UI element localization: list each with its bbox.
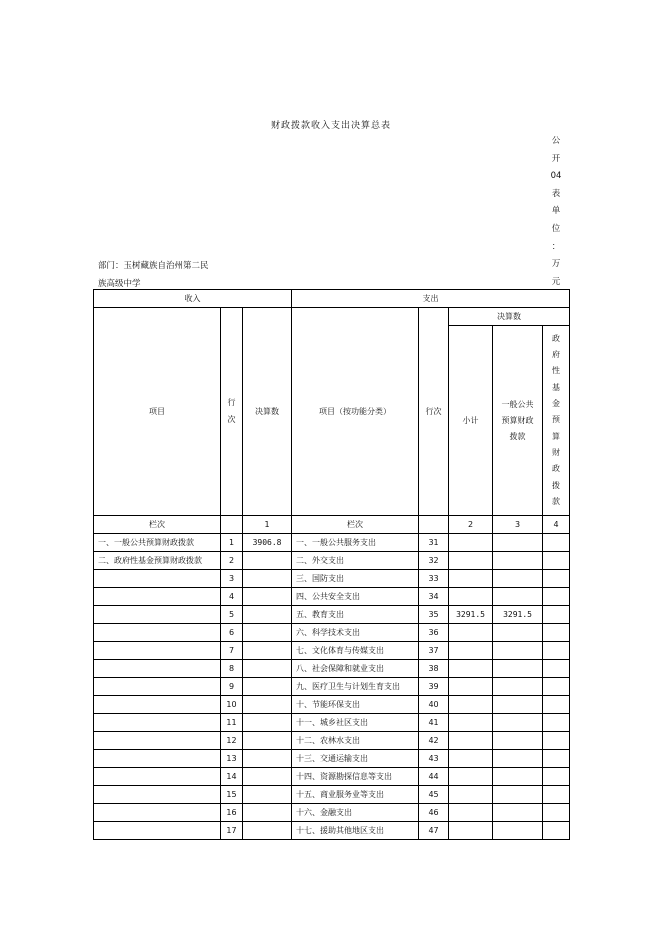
expense-item-cell: 四、公共安全支出: [292, 588, 419, 606]
income-row-no-cell: 15: [221, 786, 243, 804]
subtotal-cell: [449, 552, 493, 570]
table-row: [94, 732, 570, 750]
expense-item-cell: 八、社会保障和就业支出: [292, 660, 419, 678]
income-row-no-cell: 16: [221, 804, 243, 822]
expense-item-cell: 十一、城乡社区支出: [292, 714, 419, 732]
expense-row-no-cell: 33: [419, 570, 449, 588]
income-amount-cell: [243, 714, 292, 732]
expense-row-no-cell: 43: [419, 750, 449, 768]
income-item-cell: 二、政府性基金预算财政拨款: [94, 552, 221, 570]
expense-row-no-cell: 32: [419, 552, 449, 570]
income-item-cell: [94, 606, 221, 624]
expense-header: 支出: [292, 290, 570, 308]
income-header: 收入: [94, 290, 292, 308]
gov-fund-cell: [543, 786, 570, 804]
general-budget-cell: [493, 714, 543, 732]
expense-row-no-cell: 38: [419, 660, 449, 678]
gov-fund-cell: [543, 570, 570, 588]
table-row: [94, 750, 570, 768]
table-row: [94, 624, 570, 642]
subtotal-cell: [449, 822, 493, 840]
public-form-unit-label: [548, 133, 564, 291]
subtotal-cell: [449, 660, 493, 678]
subtotal-cell: [449, 786, 493, 804]
gov-fund-cell: [543, 642, 570, 660]
subtotal-cell: 3291.5: [449, 606, 493, 624]
income-item-cell: [94, 642, 221, 660]
gov-fund-cell: [543, 606, 570, 624]
income-row-no-cell: 6: [221, 624, 243, 642]
income-amount-cell: [243, 588, 292, 606]
general-budget-cell: [493, 732, 543, 750]
income-row-no-cell: 14: [221, 768, 243, 786]
expense-item-cell: 十六、金融支出: [292, 804, 419, 822]
expense-row-no-cell: 31: [419, 534, 449, 552]
side-label-char: 开: [551, 153, 561, 164]
subtotal-cell: [449, 624, 493, 642]
income-row-no-cell: 3: [221, 570, 243, 588]
table-row: [94, 768, 570, 786]
gov-fund-cell: [543, 696, 570, 714]
subtotal-cell: [449, 696, 493, 714]
income-row-no-cell: 5: [221, 606, 243, 624]
budget-summary-table: [93, 289, 570, 840]
income-amount-cell: 3906.8: [243, 534, 292, 552]
income-amount-cell: [243, 606, 292, 624]
income-row-no-cell: 8: [221, 660, 243, 678]
general-budget-cell: [493, 660, 543, 678]
income-amount-cell: [243, 822, 292, 840]
side-label-char: 元: [551, 276, 561, 287]
table-row: [94, 714, 570, 732]
expense-item-cell: 九、医疗卫生与计划生育支出: [292, 678, 419, 696]
department-line-1: 部门：玉树藏族自治州第二民: [98, 261, 209, 271]
table-row: [94, 678, 570, 696]
income-item-cell: [94, 696, 221, 714]
column-no-4: 4: [543, 516, 570, 534]
general-budget-cell: [493, 552, 543, 570]
general-budget-cell: [493, 642, 543, 660]
expense-row-no-cell: 42: [419, 732, 449, 750]
table-row: [94, 606, 570, 624]
side-label-char: 04: [550, 171, 562, 182]
subtotal-cell: [449, 804, 493, 822]
gov-fund-header: 政 府 性 基 金 预 算 财 政 拨 款: [543, 326, 570, 516]
income-row-no-cell: 13: [221, 750, 243, 768]
gov-fund-cell: [543, 624, 570, 642]
income-amount-cell: [243, 660, 292, 678]
income-item-cell: [94, 624, 221, 642]
subtotal-cell: [449, 588, 493, 606]
income-amount-cell: [243, 786, 292, 804]
income-amount-cell: [243, 552, 292, 570]
column-label-left: 栏次: [94, 516, 221, 534]
income-row-no-cell: 2: [221, 552, 243, 570]
budget-group-header: 决算数: [449, 308, 570, 326]
table-row: [94, 570, 570, 588]
table-row: [94, 804, 570, 822]
row-no-header: 行 次: [221, 308, 243, 516]
income-amount-cell: [243, 732, 292, 750]
side-label-char: ：: [551, 241, 561, 252]
expense-item-cell: 十二、农林水支出: [292, 732, 419, 750]
gov-fund-cell: [543, 660, 570, 678]
expense-item-cell: 六、科学技术支出: [292, 624, 419, 642]
income-row-no-cell: 10: [221, 696, 243, 714]
table-row: [94, 822, 570, 840]
subtotal-cell: [449, 714, 493, 732]
expense-item-cell: 十五、商业服务业等支出: [292, 786, 419, 804]
income-item-cell: [94, 804, 221, 822]
income-amount-cell: [243, 678, 292, 696]
side-label-char: 表: [551, 188, 561, 199]
income-item-cell: [94, 570, 221, 588]
subtotal-cell: [449, 534, 493, 552]
gov-fund-cell: [543, 822, 570, 840]
gov-fund-cell: [543, 588, 570, 606]
income-item-cell: [94, 714, 221, 732]
general-budget-header: 一般公共 预算财政 拨款: [493, 326, 543, 516]
general-budget-cell: 3291.5: [493, 606, 543, 624]
income-row-no-cell: 4: [221, 588, 243, 606]
general-budget-cell: [493, 822, 543, 840]
income-row-no-cell: 1: [221, 534, 243, 552]
subtotal-cell: [449, 750, 493, 768]
expense-row-no-cell: 36: [419, 624, 449, 642]
income-item-cell: 一、一般公共预算财政拨款: [94, 534, 221, 552]
gov-fund-cell: [543, 714, 570, 732]
expense-row-no-cell: 34: [419, 588, 449, 606]
expense-row-no-cell: 41: [419, 714, 449, 732]
income-item-cell: [94, 588, 221, 606]
general-budget-cell: [493, 588, 543, 606]
general-budget-cell: [493, 750, 543, 768]
expense-row-no-cell: 44: [419, 768, 449, 786]
table-row: [94, 534, 570, 552]
income-item-cell: [94, 768, 221, 786]
income-amount-cell: [243, 570, 292, 588]
income-item-cell: [94, 678, 221, 696]
item-by-function-header: 项目（按功能分类）: [292, 308, 419, 516]
table-row: [94, 660, 570, 678]
expense-row-no-cell: 39: [419, 678, 449, 696]
expense-row-no-cell: 46: [419, 804, 449, 822]
gov-fund-cell: [543, 534, 570, 552]
income-row-no-cell: 11: [221, 714, 243, 732]
income-row-no-cell: 17: [221, 822, 243, 840]
gov-fund-cell: [543, 732, 570, 750]
expense-item-cell: 二、外交支出: [292, 552, 419, 570]
table-row: [94, 696, 570, 714]
budget-amount-header: 决算数: [243, 308, 292, 516]
general-budget-cell: [493, 534, 543, 552]
table-row: [94, 786, 570, 804]
expense-row-no-cell: 47: [419, 822, 449, 840]
income-item-cell: [94, 732, 221, 750]
general-budget-cell: [493, 804, 543, 822]
subtotal-cell: [449, 678, 493, 696]
income-amount-cell: [243, 768, 292, 786]
side-label-char: 公: [551, 136, 561, 146]
subtotal-cell: [449, 732, 493, 750]
income-item-cell: [94, 660, 221, 678]
column-no-2: 2: [449, 516, 493, 534]
gov-fund-cell: [543, 768, 570, 786]
side-label-char: 单: [551, 206, 561, 217]
general-budget-cell: [493, 786, 543, 804]
general-budget-cell: [493, 768, 543, 786]
expense-row-no-cell: 35: [419, 606, 449, 624]
income-item-cell: [94, 786, 221, 804]
gov-fund-cell: [543, 750, 570, 768]
expense-item-cell: 十七、援助其他地区支出: [292, 822, 419, 840]
general-budget-cell: [493, 696, 543, 714]
department-label: [98, 257, 238, 293]
expense-row-no-header: 行次: [419, 308, 449, 516]
expense-item-cell: 五、教育支出: [292, 606, 419, 624]
column-label-right: 栏次: [292, 516, 419, 534]
expense-item-cell: 十、节能环保支出: [292, 696, 419, 714]
income-amount-cell: [243, 750, 292, 768]
income-amount-cell: [243, 804, 292, 822]
income-row-no-cell: 7: [221, 642, 243, 660]
general-budget-cell: [493, 678, 543, 696]
side-label-char: 位: [551, 223, 561, 234]
gov-fund-cell: [543, 678, 570, 696]
item-header: 项目: [94, 308, 221, 516]
department-line-2: 族高级中学: [98, 279, 141, 289]
subtotal-header: 小计: [449, 326, 493, 516]
general-budget-cell: [493, 570, 543, 588]
income-row-no-cell: 9: [221, 678, 243, 696]
income-item-cell: [94, 750, 221, 768]
expense-row-no-cell: 40: [419, 696, 449, 714]
general-budget-cell: [493, 624, 543, 642]
column-no-1: 1: [243, 516, 292, 534]
expense-item-cell: 一、一般公共服务支出: [292, 534, 419, 552]
gov-fund-cell: [543, 804, 570, 822]
expense-row-no-cell: 37: [419, 642, 449, 660]
expense-row-no-cell: 45: [419, 786, 449, 804]
gov-fund-cell: [543, 552, 570, 570]
subtotal-cell: [449, 768, 493, 786]
income-item-cell: [94, 822, 221, 840]
income-amount-cell: [243, 624, 292, 642]
side-label-char: 万: [551, 259, 561, 270]
table-row: [94, 552, 570, 570]
table-row: [94, 642, 570, 660]
table-row: [94, 588, 570, 606]
expense-item-cell: 十三、交通运输支出: [292, 750, 419, 768]
column-no-3: 3: [493, 516, 543, 534]
expense-item-cell: 三、国防支出: [292, 570, 419, 588]
subtotal-cell: [449, 642, 493, 660]
page-title: 财政拨款收入支出决算总表: [270, 121, 391, 131]
subtotal-cell: [449, 570, 493, 588]
income-row-no-cell: 12: [221, 732, 243, 750]
expense-item-cell: 七、文化体育与传媒支出: [292, 642, 419, 660]
income-amount-cell: [243, 696, 292, 714]
expense-item-cell: 十四、资源勘探信息等支出: [292, 768, 419, 786]
income-amount-cell: [243, 642, 292, 660]
